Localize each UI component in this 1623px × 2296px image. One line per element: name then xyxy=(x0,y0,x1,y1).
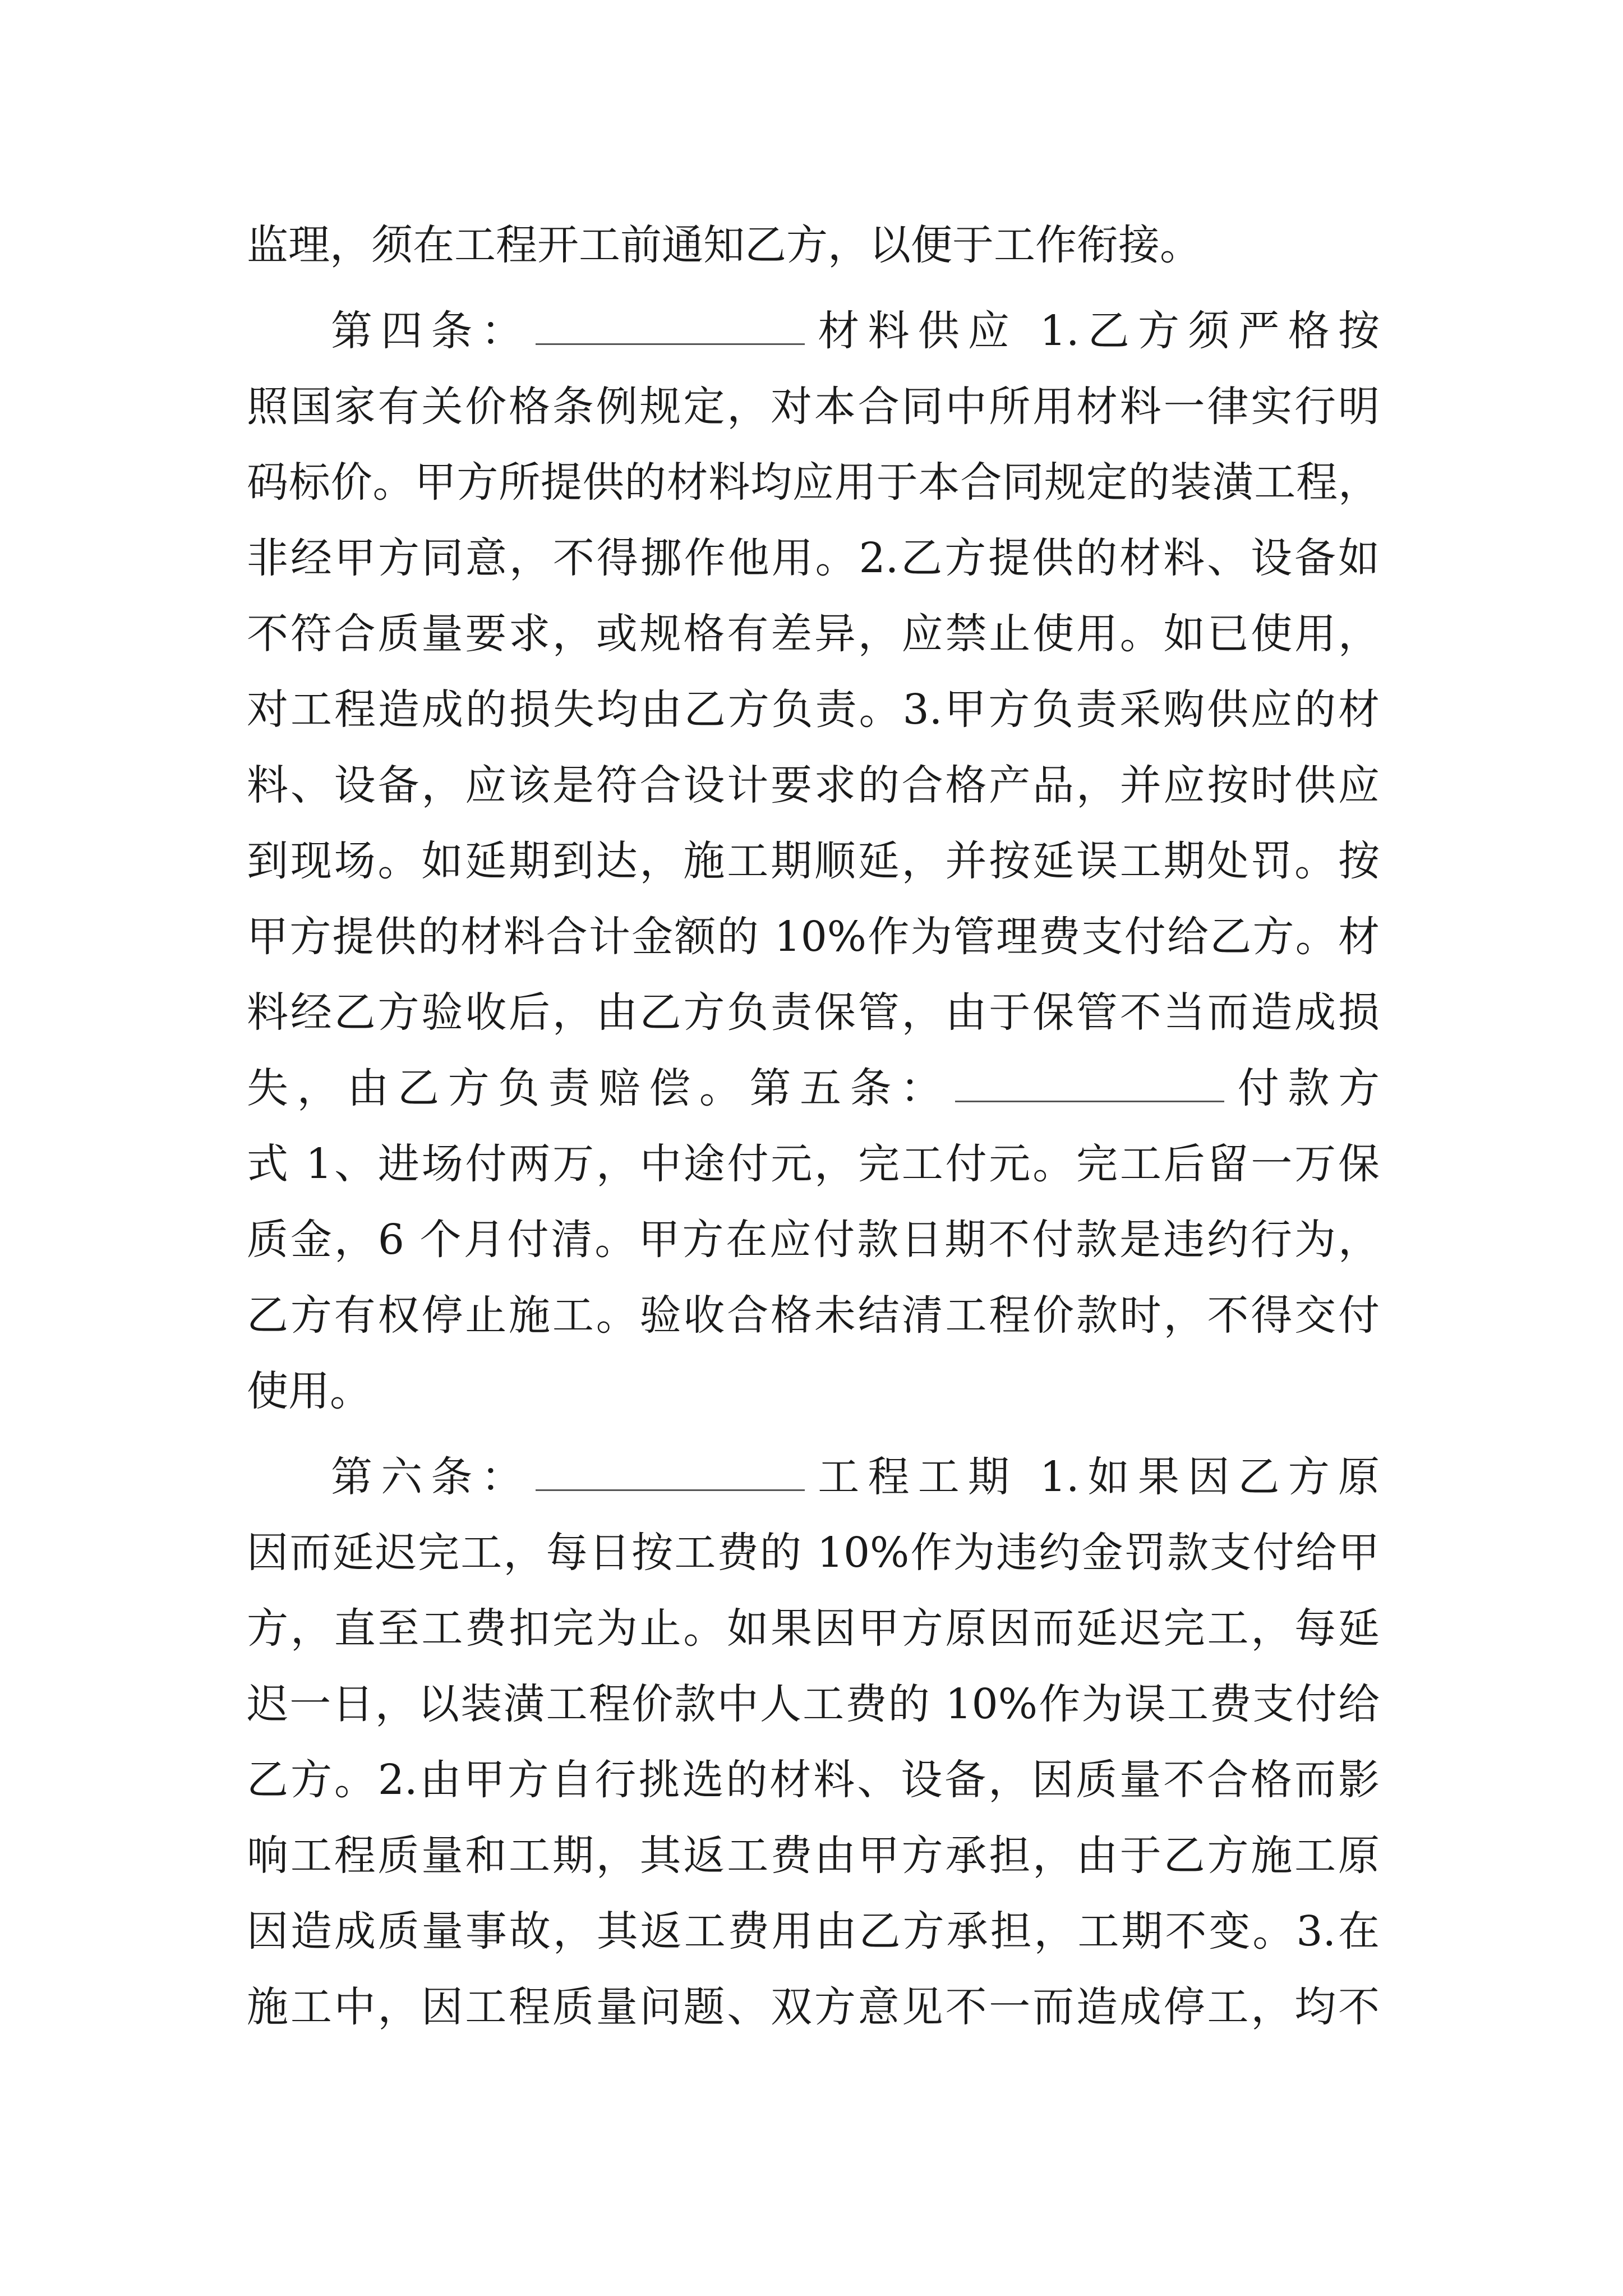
text-line: 照国家有关价格条例规定，对本合同中所用材料一律实行明 xyxy=(247,383,1380,431)
text-line: 式 1、进场付两万，中途付元，完工付元。完工后留一万保 xyxy=(247,1140,1380,1188)
text-line: 码标价。甲方所提供的材料均应用于本合同规定的装潢工程， xyxy=(247,458,1380,507)
article-6-blank xyxy=(536,1456,805,1491)
text-line: 不符合质量要求，或规格有差异，应禁止使用。如已使用， xyxy=(247,610,1380,658)
paragraph-gap xyxy=(247,1429,1380,1439)
contract-text xyxy=(247,208,1380,2045)
text-line: 因而延迟完工，每日按工费的 10%作为违约金罚款支付给甲 xyxy=(247,1529,1380,1577)
article-5-label: 失，由乙方负责赔偿。第五条： xyxy=(247,1064,951,1112)
article-5-title: 付款方 xyxy=(1229,1064,1380,1112)
paragraph-gap xyxy=(247,283,1380,293)
text-line: 乙方有权停止施工。验收合格未结清工程价款时，不得交付 xyxy=(247,1291,1380,1340)
text-line: 响工程质量和工期，其返工费由甲方承担，由于乙方施工原 xyxy=(247,1832,1380,1880)
article-6-label: 第六条： xyxy=(331,1453,531,1501)
text-line: 料、设备，应该是符合设计要求的合格产品，并应按时供应 xyxy=(247,761,1380,809)
text-line: 乙方。2.由甲方自行挑选的材料、设备，因质量不合格而影 xyxy=(247,1756,1380,1804)
text-line: 因造成质量事故，其返工费用由乙方承担，工期不变。3.在 xyxy=(247,1907,1380,1955)
article-4-title: 材料供应 1.乙方须严格按 xyxy=(809,307,1380,355)
text-line: 对工程造成的损失均由乙方负责。3.甲方负责采购供应的材 xyxy=(247,685,1380,734)
text-line: 到现场。如延期到达，施工期顺延，并按延误工期处罚。按 xyxy=(247,837,1380,885)
text-line: 料经乙方验收后，由乙方负责保管，由于保管不当而造成损 xyxy=(247,988,1380,1037)
article-5-heading-line xyxy=(247,1051,1380,1126)
article-6-heading-line xyxy=(247,1439,1380,1515)
text-line: 甲方提供的材料合计金额的 10%作为管理费支付给乙方。材 xyxy=(247,913,1380,961)
article-6-title: 工程工期 1.如果因乙方原 xyxy=(809,1453,1380,1501)
text-line: 施工中，因工程质量问题、双方意见不一而造成停工，均不 xyxy=(247,1983,1380,2031)
article-5-blank xyxy=(955,1067,1224,1102)
text-line: 方，直至工费扣完为止。如果因甲方原因而延迟完工，每延 xyxy=(247,1604,1380,1653)
text-line: 迟一日，以装潢工程价款中人工费的 10%作为误工费支付给 xyxy=(247,1680,1380,1728)
article-4-label: 第四条： xyxy=(331,307,531,355)
text-line: 非经甲方同意，不得挪作他用。2.乙方提供的材料、设备如 xyxy=(247,534,1380,582)
text-line: 使用。 xyxy=(247,1367,371,1415)
text-line: 质金，6 个月付清。甲方在应付款日期不付款是违约行为， xyxy=(247,1216,1380,1264)
text-line: 监理，须在工程开工前通知乙方，以便于工作衔接。 xyxy=(247,221,1201,269)
article-4-heading-line xyxy=(247,293,1380,369)
article-4-blank xyxy=(536,310,805,345)
